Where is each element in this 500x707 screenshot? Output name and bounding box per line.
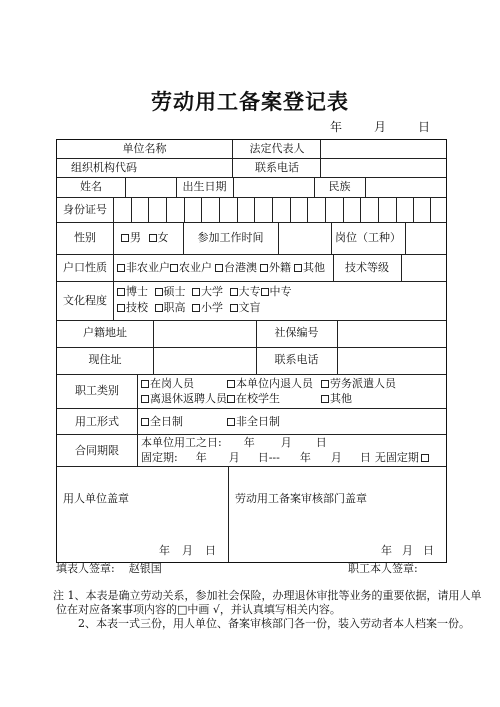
checkbox-staff-onduty[interactable] [141,380,149,388]
checkbox-part-time[interactable] [227,418,235,426]
contract-fixed-line: 固定期: 年 月 日--- 年 月 日 无固定期 [141,451,446,465]
employee-signature: 职工本人签章: [348,562,418,575]
note-2: 2、本表一式三份，用人单位、备案审核部门各一份，装入劳动者本人档案一份。 [78,617,470,630]
gender-options: 男 女 [121,231,169,245]
checkbox-hukou-4[interactable] [260,264,268,272]
label-org-code: 组织机构代码 [71,161,137,174]
note-1-line-2: 位在对应备案事项内容的□中画 √，并认真填写相关内容。 [56,603,341,616]
label-hukou: 户口性质 [63,261,107,274]
label-employer-seal: 用人单位盖章 [63,492,129,505]
checkbox-edu-college[interactable] [230,288,238,296]
staff-row-1: 在岗人员 [141,377,194,391]
form-title: 劳动用工备案登记表 [151,89,349,114]
checkbox-hukou-1[interactable] [117,264,125,272]
checkbox-edu-secondary[interactable] [261,288,269,296]
staff-option-other: 其他 [321,392,352,406]
form-date [330,118,430,135]
checkbox-edu-technical[interactable] [117,304,125,312]
registration-form [56,139,447,563]
checkbox-staff-student[interactable] [227,395,235,403]
label-employment-form: 用工形式 [75,415,119,428]
option-part-time: 非全日制 [227,415,280,429]
checkbox-female[interactable] [149,234,157,242]
checkbox-male[interactable] [121,234,129,242]
checkbox-staff-retired[interactable] [141,395,149,403]
date-month: 月 [373,120,386,134]
staff-row-2: 离退休返聘人员 [141,392,227,406]
label-staff-type: 职工类别 [75,384,119,397]
label-name: 姓名 [80,180,102,193]
checkbox-hukou-3[interactable] [215,264,223,272]
checkbox-hukou-2[interactable] [170,264,178,272]
education-row-1: 博士 硕士 大学 大专 中专 [117,285,292,299]
label-work-start: 参加工作时间 [197,231,264,244]
label-gender: 性别 [74,231,96,244]
filler-signature: 填表人签章: 赵银国 [56,562,162,575]
note-1-line-1: 注 1、本表是确立劳动关系，参加社会保险，办理退休审批等业务的重要依据，请用人单 [53,589,482,602]
label-id-number: 身份证号 [63,203,107,216]
employer-seal-date: 年 月 日 [159,544,216,557]
label-education: 文化程度 [63,294,107,307]
authority-seal-date: 年 月 日 [381,544,434,557]
hukou-options: 非农业户 农业户 台港澳 外籍 其他 [117,261,325,275]
staff-option-student: 在校学生 [227,392,280,406]
label-position: 岗位（工种） [335,231,401,244]
label-birth-date: 出生日期 [182,180,227,193]
label-hukou-address: 户籍地址 [83,326,127,339]
education-row-2: 技校 职高 小学 文盲 [117,301,261,315]
checkbox-staff-internal[interactable] [227,380,235,388]
staff-option-dispatch: 劳务派遣人员 [321,377,396,391]
checkbox-edu-vocational[interactable] [155,304,163,312]
date-day: 日 [417,120,430,134]
label-phone: 联系电话 [255,161,299,174]
checkbox-edu-master[interactable] [155,288,163,296]
checkbox-no-fixed-term[interactable] [421,454,429,462]
label-contract-term: 合同期限 [75,444,119,457]
checkbox-full-time[interactable] [141,418,149,426]
label-tech-level: 技术等级 [345,261,389,274]
option-full-time: 全日制 [141,415,183,429]
staff-option-internal: 本单位内退人员 [227,377,313,391]
label-authority-seal: 劳动用工备案审核部门盖章 [235,492,367,505]
label-ethnicity: 民族 [328,180,351,193]
checkbox-staff-dispatch[interactable] [321,380,329,388]
checkbox-hukou-5[interactable] [294,264,302,272]
checkbox-edu-doctor[interactable] [117,288,125,296]
label-current-address: 现住址 [88,353,122,366]
label-legal-rep: 法定代表人 [249,142,305,155]
label-social-security-no: 社保编号 [274,326,319,339]
filler-name: 赵银国 [128,562,162,575]
label-phone-2: 联系电话 [274,353,319,366]
date-year: 年 [330,120,343,134]
label-unit-name: 单位名称 [122,142,167,155]
checkbox-staff-other[interactable] [321,395,329,403]
contract-start-line: 本单位用工之日: 年 月 日 [141,436,327,449]
checkbox-edu-university[interactable] [192,288,200,296]
checkbox-edu-primary[interactable] [192,304,200,312]
checkbox-edu-illiterate[interactable] [230,304,238,312]
